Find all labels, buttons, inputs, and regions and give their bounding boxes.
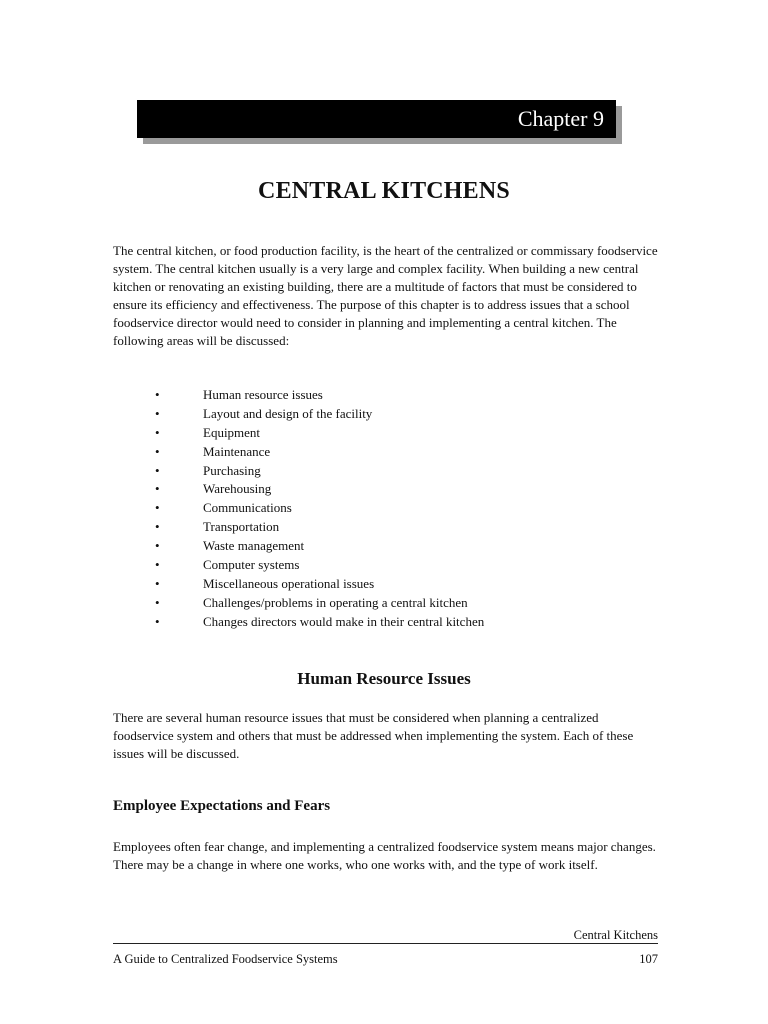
chapter-label: Chapter 9	[517, 106, 604, 131]
book-title: A Guide to Centralized Foodservice Systems	[113, 952, 338, 966]
list-item	[113, 386, 658, 405]
list-item	[113, 518, 658, 537]
bullet-icon: •	[155, 575, 160, 591]
bullet-icon: •	[155, 481, 160, 497]
list-item-text: Equipment	[203, 424, 261, 440]
list-item-text: Warehousing	[203, 481, 272, 497]
list-item-text: Communications	[203, 500, 292, 516]
list-item-text: Layout and design of the facility	[203, 405, 373, 421]
list-item-text: Miscellaneous operational issues	[203, 575, 375, 591]
list-item-text: Challenges/problems in operating a central kitchen	[203, 594, 468, 610]
intro-paragraph: The central kitchen, or food production facility, is the heart of the centralized or commissary foodservice system. The central kitchen usually is a very large and complex facility. When building a new central kitchen or renovating an existing building, there are a multitude of factors that must be considered to ensure its efficiency and effectiveness. The purpose of this chapter is to address issues that a school foodservice director would need to consider in planning and implementing a central kitchen. The following areas will be discussed:	[113, 243, 658, 348]
list-item	[113, 556, 658, 575]
page-title: CENTRAL KITCHENS	[258, 178, 510, 204]
list-item	[113, 424, 658, 443]
section-heading: Human Resource Issues	[297, 669, 471, 688]
list-item	[113, 443, 658, 462]
list-item-text: Waste management	[203, 538, 305, 554]
bullet-icon: •	[155, 462, 160, 478]
list-item-text: Changes directors would make in their central kitchen	[203, 613, 485, 629]
page-number: 107	[639, 952, 658, 966]
chapter-banner	[137, 100, 616, 138]
subsection-paragraph: Employees often fear change, and implementing a centralized foodservice system means major changes. There may be a change in where one works, who one works with, and the type of work itself.	[113, 839, 656, 872]
list-item-text: Purchasing	[203, 462, 261, 478]
bullet-icon: •	[155, 613, 160, 629]
list-item-text: Transportation	[203, 519, 280, 535]
list-item	[113, 537, 658, 556]
footer-divider	[113, 943, 658, 944]
bullet-icon: •	[155, 387, 160, 402]
list-item	[113, 480, 658, 499]
bullet-icon: •	[155, 405, 160, 421]
list-item-text: Human resource issues	[203, 387, 323, 402]
bullet-icon: •	[155, 519, 160, 535]
list-item	[113, 462, 658, 481]
bullet-icon: •	[155, 443, 160, 459]
bullet-icon: •	[155, 500, 160, 516]
section-paragraph: There are several human resource issues that must be considered when planning a centralized foodservice system and others that must be addressed when implementing the system. Each of these issues will be discussed.	[113, 710, 634, 761]
bullet-icon: •	[155, 594, 160, 610]
topic-list	[113, 386, 658, 632]
running-title: Central Kitchens	[573, 928, 658, 942]
list-item	[113, 594, 658, 613]
list-item-text: Computer systems	[203, 557, 300, 573]
list-item	[113, 613, 658, 632]
list-item	[113, 575, 658, 594]
list-item	[113, 499, 658, 518]
list-item-text: Maintenance	[203, 443, 271, 459]
list-item	[113, 405, 658, 424]
subsection-heading: Employee Expectations and Fears	[113, 798, 331, 814]
bullet-icon: •	[155, 538, 160, 554]
banner-bar	[137, 100, 616, 138]
bullet-icon: •	[155, 424, 160, 440]
bullet-icon: •	[155, 557, 160, 573]
